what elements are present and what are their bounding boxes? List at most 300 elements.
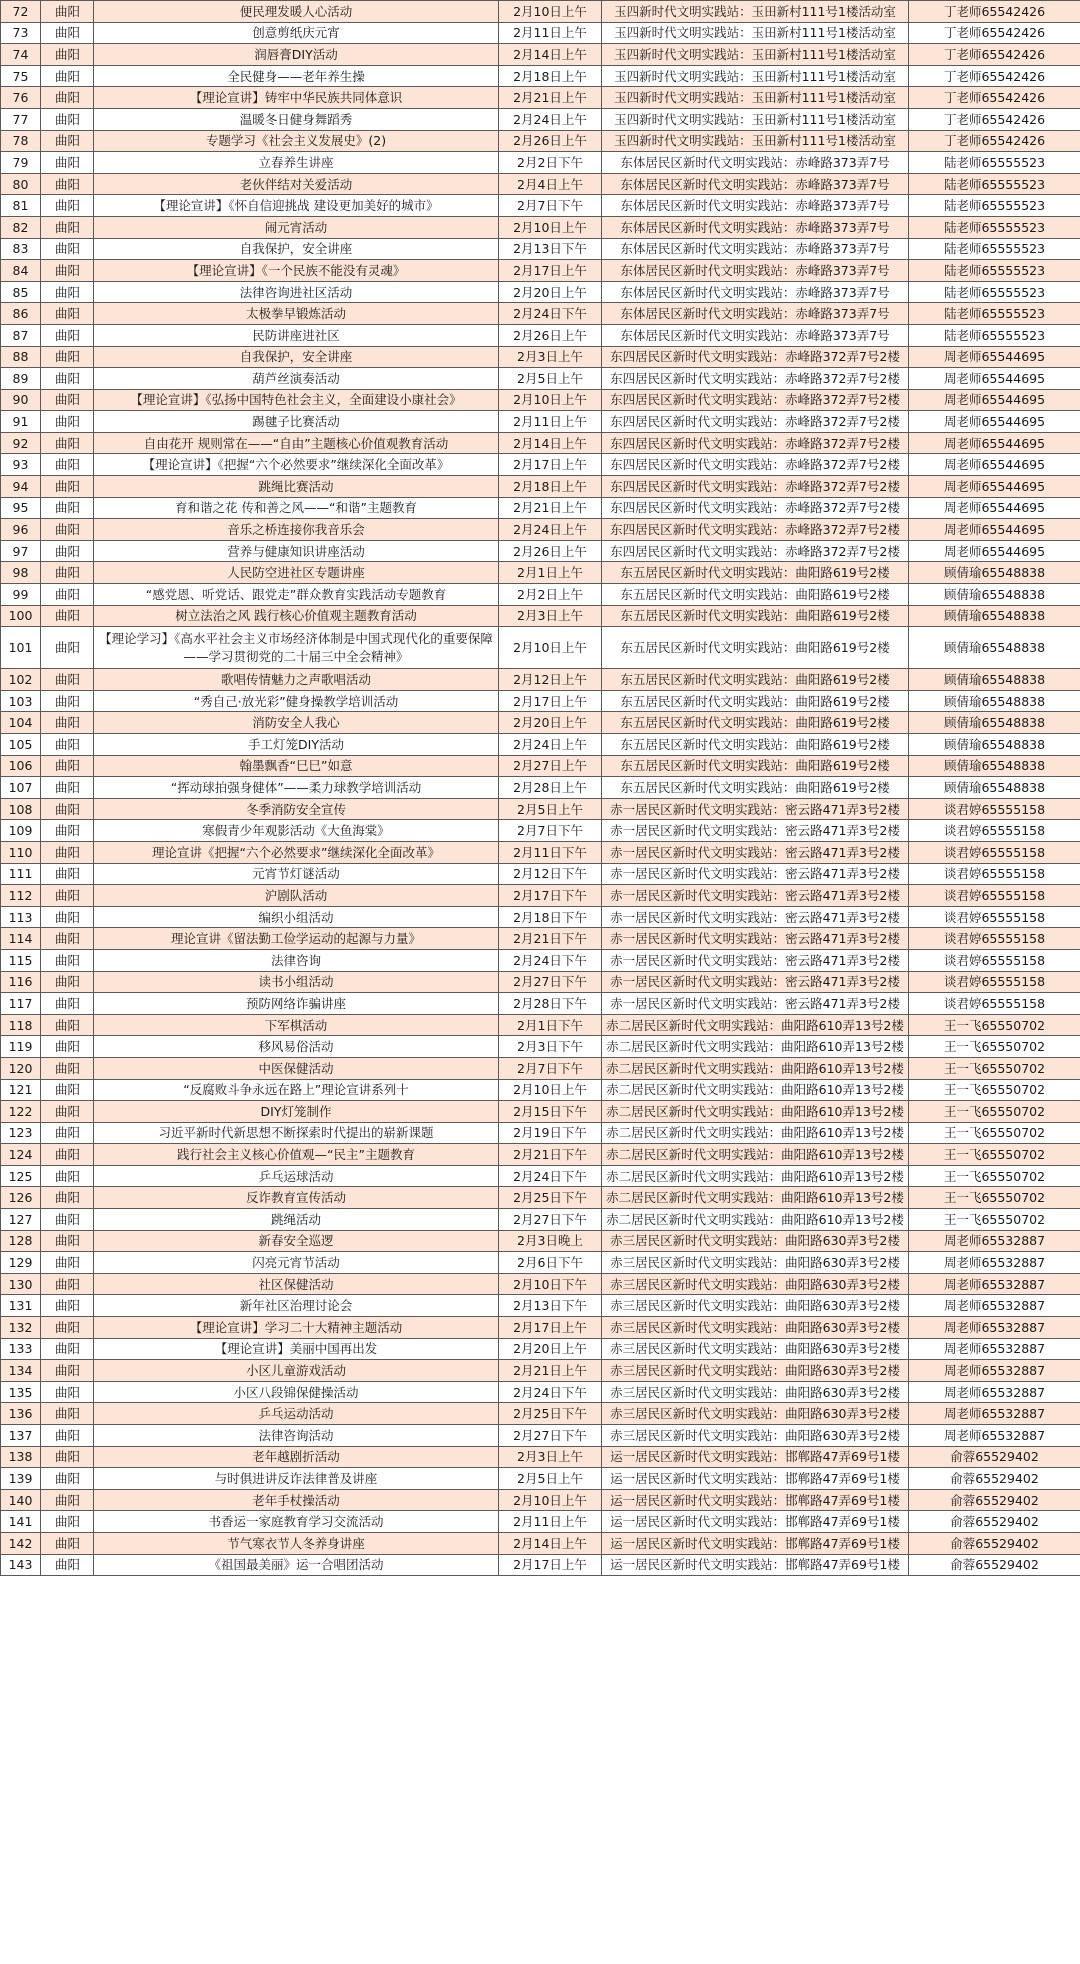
area-cell: 曲阳 bbox=[41, 1554, 94, 1576]
date-time-cell: 2月20日上午 bbox=[499, 712, 602, 734]
location-cell: 运一居民区新时代文明实践站：邯郸路47弄69号1楼 bbox=[602, 1489, 909, 1511]
location-cell: 运一居民区新时代文明实践站：邯郸路47弄69号1楼 bbox=[602, 1511, 909, 1533]
location-cell: 赤一居民区新时代文明实践站：密云路471弄3号2楼 bbox=[602, 841, 909, 863]
contact-cell: 丁老师65542426 bbox=[909, 44, 1080, 66]
date-time-cell: 2月3日上午 bbox=[499, 1446, 602, 1468]
table-row bbox=[1, 1425, 1080, 1447]
location-cell: 赤二居民区新时代文明实践站：曲阳路610弄13号2楼 bbox=[602, 1122, 909, 1144]
date-time-cell: 2月18日上午 bbox=[499, 65, 602, 87]
row-number: 95 bbox=[1, 497, 41, 519]
contact-cell: 陆老师65555523 bbox=[909, 238, 1080, 260]
row-number: 87 bbox=[1, 324, 41, 346]
activity-name-cell: 踢毽子比赛活动 bbox=[94, 411, 499, 433]
row-number: 111 bbox=[1, 863, 41, 885]
row-number: 120 bbox=[1, 1057, 41, 1079]
table-row bbox=[1, 1187, 1080, 1209]
location-cell: 赤三居民区新时代文明实践站：曲阳路630弄3号2楼 bbox=[602, 1273, 909, 1295]
area-cell: 曲阳 bbox=[41, 87, 94, 109]
area-cell: 曲阳 bbox=[41, 798, 94, 820]
activity-name-cell: 便民理发暖人心活动 bbox=[94, 1, 499, 23]
contact-cell: 谈君婷65555158 bbox=[909, 971, 1080, 993]
table-row bbox=[1, 1403, 1080, 1425]
contact-cell: 谈君婷65555158 bbox=[909, 928, 1080, 950]
contact-cell: 陆老师65555523 bbox=[909, 324, 1080, 346]
area-cell: 曲阳 bbox=[41, 1273, 94, 1295]
activity-name-cell: 小区儿童游戏活动 bbox=[94, 1360, 499, 1382]
date-time-cell: 2月10日上午 bbox=[499, 627, 602, 669]
contact-cell: 王一飞65550702 bbox=[909, 1144, 1080, 1166]
contact-cell: 陆老师65555523 bbox=[909, 303, 1080, 325]
row-number: 117 bbox=[1, 993, 41, 1015]
table-row bbox=[1, 540, 1080, 562]
location-cell: 玉四新时代文明实践站：玉田新村111号1楼活动室 bbox=[602, 65, 909, 87]
row-number: 134 bbox=[1, 1360, 41, 1382]
area-cell: 曲阳 bbox=[41, 368, 94, 390]
date-time-cell: 2月7日下午 bbox=[499, 1057, 602, 1079]
date-time-cell: 2月10日下午 bbox=[499, 1273, 602, 1295]
location-cell: 东五居民区新时代文明实践站：曲阳路619号2楼 bbox=[602, 627, 909, 669]
table-row bbox=[1, 324, 1080, 346]
row-number: 76 bbox=[1, 87, 41, 109]
location-cell: 运一居民区新时代文明实践站：邯郸路47弄69号1楼 bbox=[602, 1468, 909, 1490]
table-row bbox=[1, 1014, 1080, 1036]
row-number: 93 bbox=[1, 454, 41, 476]
contact-cell: 王一飞65550702 bbox=[909, 1165, 1080, 1187]
location-cell: 东四居民区新时代文明实践站：赤峰路372弄7号2楼 bbox=[602, 432, 909, 454]
area-cell: 曲阳 bbox=[41, 1209, 94, 1231]
table-row bbox=[1, 216, 1080, 238]
date-time-cell: 2月14日上午 bbox=[499, 1532, 602, 1554]
table-row bbox=[1, 820, 1080, 842]
location-cell: 赤二居民区新时代文明实践站：曲阳路610弄13号2楼 bbox=[602, 1187, 909, 1209]
date-time-cell: 2月14日上午 bbox=[499, 432, 602, 454]
row-number: 105 bbox=[1, 734, 41, 756]
contact-cell: 周老师65532887 bbox=[909, 1273, 1080, 1295]
table-row bbox=[1, 1144, 1080, 1166]
area-cell: 曲阳 bbox=[41, 690, 94, 712]
contact-cell: 周老师65532887 bbox=[909, 1381, 1080, 1403]
row-number: 118 bbox=[1, 1014, 41, 1036]
date-time-cell: 2月6日下午 bbox=[499, 1252, 602, 1274]
area-cell: 曲阳 bbox=[41, 497, 94, 519]
table-row bbox=[1, 841, 1080, 863]
activity-name-cell: 节气寒衣节人冬养身讲座 bbox=[94, 1532, 499, 1554]
area-cell: 曲阳 bbox=[41, 734, 94, 756]
activity-name-cell: 乒乓运球活动 bbox=[94, 1165, 499, 1187]
activity-name-cell: 育和谐之花 传和善之风——“和谐”主题教育 bbox=[94, 497, 499, 519]
location-cell: 赤三居民区新时代文明实践站：曲阳路630弄3号2楼 bbox=[602, 1230, 909, 1252]
activity-name-cell: 【理论宣讲】《弘扬中国特色社会主义，全面建设小康社会》 bbox=[94, 389, 499, 411]
table-row bbox=[1, 1446, 1080, 1468]
row-number: 143 bbox=[1, 1554, 41, 1576]
date-time-cell: 2月24日下午 bbox=[499, 1165, 602, 1187]
row-number: 90 bbox=[1, 389, 41, 411]
activity-name-cell: 理论宣讲《留法勤工俭学运动的起源与力量》 bbox=[94, 928, 499, 950]
contact-cell: 周老师65532887 bbox=[909, 1317, 1080, 1339]
activity-name-cell: 沪剧队活动 bbox=[94, 885, 499, 907]
activity-name-cell: 编织小组活动 bbox=[94, 906, 499, 928]
date-time-cell: 2月26日上午 bbox=[499, 324, 602, 346]
location-cell: 东五居民区新时代文明实践站：曲阳路619号2楼 bbox=[602, 584, 909, 606]
area-cell: 曲阳 bbox=[41, 108, 94, 130]
activity-name-cell: 法律咨询进社区活动 bbox=[94, 281, 499, 303]
date-time-cell: 2月20日上午 bbox=[499, 281, 602, 303]
row-number: 84 bbox=[1, 260, 41, 282]
table-row bbox=[1, 605, 1080, 627]
location-cell: 东体居民区新时代文明实践站：赤峰路373弄7号 bbox=[602, 195, 909, 217]
activity-name-cell: “挥动球拍强身健体”——柔力球教学培训活动 bbox=[94, 777, 499, 799]
activity-name-cell: 新春安全巡逻 bbox=[94, 1230, 499, 1252]
row-number: 82 bbox=[1, 216, 41, 238]
location-cell: 东四居民区新时代文明实践站：赤峰路372弄7号2楼 bbox=[602, 346, 909, 368]
location-cell: 东体居民区新时代文明实践站：赤峰路373弄7号 bbox=[602, 238, 909, 260]
area-cell: 曲阳 bbox=[41, 44, 94, 66]
area-cell: 曲阳 bbox=[41, 993, 94, 1015]
activity-name-cell: 冬季消防安全宣传 bbox=[94, 798, 499, 820]
contact-cell: 丁老师65542426 bbox=[909, 108, 1080, 130]
area-cell: 曲阳 bbox=[41, 1014, 94, 1036]
table-row bbox=[1, 1036, 1080, 1058]
area-cell: 曲阳 bbox=[41, 669, 94, 691]
area-cell: 曲阳 bbox=[41, 1187, 94, 1209]
area-cell: 曲阳 bbox=[41, 906, 94, 928]
row-number: 107 bbox=[1, 777, 41, 799]
location-cell: 赤二居民区新时代文明实践站：曲阳路610弄13号2楼 bbox=[602, 1036, 909, 1058]
location-cell: 东四居民区新时代文明实践站：赤峰路372弄7号2楼 bbox=[602, 540, 909, 562]
location-cell: 运一居民区新时代文明实践站：邯郸路47弄69号1楼 bbox=[602, 1532, 909, 1554]
contact-cell: 俞蓉65529402 bbox=[909, 1446, 1080, 1468]
activity-name-cell: 温暖冬日健身舞蹈秀 bbox=[94, 108, 499, 130]
row-number: 96 bbox=[1, 519, 41, 541]
table-row bbox=[1, 1554, 1080, 1576]
activity-name-cell: 音乐之桥连接你我音乐会 bbox=[94, 519, 499, 541]
activity-name-cell: 【理论宣讲】铸牢中华民族共同体意识 bbox=[94, 87, 499, 109]
area-cell: 曲阳 bbox=[41, 971, 94, 993]
row-number: 101 bbox=[1, 627, 41, 669]
activity-name-cell: 闪亮元宵节活动 bbox=[94, 1252, 499, 1274]
location-cell: 运一居民区新时代文明实践站：邯郸路47弄69号1楼 bbox=[602, 1446, 909, 1468]
area-cell: 曲阳 bbox=[41, 755, 94, 777]
table-row bbox=[1, 260, 1080, 282]
row-number: 86 bbox=[1, 303, 41, 325]
date-time-cell: 2月17日上午 bbox=[499, 454, 602, 476]
date-time-cell: 2月19日下午 bbox=[499, 1122, 602, 1144]
contact-cell: 谈君婷65555158 bbox=[909, 863, 1080, 885]
location-cell: 赤二居民区新时代文明实践站：曲阳路610弄13号2楼 bbox=[602, 1144, 909, 1166]
area-cell: 曲阳 bbox=[41, 130, 94, 152]
row-number: 130 bbox=[1, 1273, 41, 1295]
location-cell: 东四居民区新时代文明实践站：赤峰路372弄7号2楼 bbox=[602, 389, 909, 411]
table-row bbox=[1, 971, 1080, 993]
date-time-cell: 2月24日下午 bbox=[499, 303, 602, 325]
row-number: 124 bbox=[1, 1144, 41, 1166]
contact-cell: 丁老师65542426 bbox=[909, 22, 1080, 44]
activity-name-cell: 书香运一家庭教育学习交流活动 bbox=[94, 1511, 499, 1533]
location-cell: 东五居民区新时代文明实践站：曲阳路619号2楼 bbox=[602, 690, 909, 712]
area-cell: 曲阳 bbox=[41, 1165, 94, 1187]
date-time-cell: 2月17日上午 bbox=[499, 1554, 602, 1576]
activity-name-cell: 老伙伴结对关爱活动 bbox=[94, 173, 499, 195]
contact-cell: 谈君婷65555158 bbox=[909, 906, 1080, 928]
area-cell: 曲阳 bbox=[41, 1317, 94, 1339]
area-cell: 曲阳 bbox=[41, 519, 94, 541]
table-row bbox=[1, 669, 1080, 691]
activity-name-cell: 元宵节灯谜活动 bbox=[94, 863, 499, 885]
location-cell: 东五居民区新时代文明实践站：曲阳路619号2楼 bbox=[602, 605, 909, 627]
table-row bbox=[1, 87, 1080, 109]
contact-cell: 周老师65532887 bbox=[909, 1230, 1080, 1252]
date-time-cell: 2月5日上午 bbox=[499, 1468, 602, 1490]
location-cell: 赤三居民区新时代文明实践站：曲阳路630弄3号2楼 bbox=[602, 1425, 909, 1447]
location-cell: 赤三居民区新时代文明实践站：曲阳路630弄3号2楼 bbox=[602, 1295, 909, 1317]
location-cell: 赤一居民区新时代文明实践站：密云路471弄3号2楼 bbox=[602, 885, 909, 907]
row-number: 131 bbox=[1, 1295, 41, 1317]
activity-name-cell: 闹元宵活动 bbox=[94, 216, 499, 238]
contact-cell: 谈君婷65555158 bbox=[909, 798, 1080, 820]
location-cell: 东体居民区新时代文明实践站：赤峰路373弄7号 bbox=[602, 152, 909, 174]
row-number: 110 bbox=[1, 841, 41, 863]
activity-name-cell: “反腐败斗争永远在路上”理论宣讲系列十 bbox=[94, 1079, 499, 1101]
date-time-cell: 2月21日下午 bbox=[499, 928, 602, 950]
table-row bbox=[1, 1230, 1080, 1252]
location-cell: 玉四新时代文明实践站：玉田新村111号1楼活动室 bbox=[602, 130, 909, 152]
area-cell: 曲阳 bbox=[41, 454, 94, 476]
date-time-cell: 2月21日上午 bbox=[499, 87, 602, 109]
row-number: 128 bbox=[1, 1230, 41, 1252]
activity-name-cell: 法律咨询 bbox=[94, 949, 499, 971]
area-cell: 曲阳 bbox=[41, 1230, 94, 1252]
date-time-cell: 2月7日下午 bbox=[499, 195, 602, 217]
location-cell: 东体居民区新时代文明实践站：赤峰路373弄7号 bbox=[602, 216, 909, 238]
area-cell: 曲阳 bbox=[41, 303, 94, 325]
area-cell: 曲阳 bbox=[41, 324, 94, 346]
table-row bbox=[1, 863, 1080, 885]
activity-name-cell: 移风易俗活动 bbox=[94, 1036, 499, 1058]
contact-cell: 谈君婷65555158 bbox=[909, 993, 1080, 1015]
date-time-cell: 2月2日上午 bbox=[499, 584, 602, 606]
date-time-cell: 2月20日上午 bbox=[499, 1338, 602, 1360]
location-cell: 玉四新时代文明实践站：玉田新村111号1楼活动室 bbox=[602, 22, 909, 44]
activity-name-cell: 专题学习《社会主义发展史》(2) bbox=[94, 130, 499, 152]
row-number: 132 bbox=[1, 1317, 41, 1339]
location-cell: 赤二居民区新时代文明实践站：曲阳路610弄13号2楼 bbox=[602, 1209, 909, 1231]
table-row bbox=[1, 1057, 1080, 1079]
activity-name-cell: 消防安全人我心 bbox=[94, 712, 499, 734]
row-number: 135 bbox=[1, 1381, 41, 1403]
date-time-cell: 2月24日下午 bbox=[499, 949, 602, 971]
activity-name-cell: 【理论宣讲】《把握“六个必然要求”继续深化全面改革》 bbox=[94, 454, 499, 476]
activity-name-cell: “秀自己·放光彩”健身操教学培训活动 bbox=[94, 690, 499, 712]
location-cell: 赤三居民区新时代文明实践站：曲阳路630弄3号2楼 bbox=[602, 1403, 909, 1425]
date-time-cell: 2月27日下午 bbox=[499, 1209, 602, 1231]
contact-cell: 顾倩瑜65548838 bbox=[909, 627, 1080, 669]
activity-name-cell: 葫芦丝演奏活动 bbox=[94, 368, 499, 390]
activity-name-cell: 【理论学习】《高水平社会主义市场经济体制是中国式现代化的重要保障——学习贯彻党的二十届三中全会精神》 bbox=[94, 627, 499, 669]
area-cell: 曲阳 bbox=[41, 949, 94, 971]
activity-name-cell: 反诈教育宣传活动 bbox=[94, 1187, 499, 1209]
activity-name-cell: 《祖国最美丽》运一合唱团活动 bbox=[94, 1554, 499, 1576]
table-row bbox=[1, 1, 1080, 23]
table-row bbox=[1, 1532, 1080, 1554]
contact-cell: 周老师65544695 bbox=[909, 519, 1080, 541]
activity-name-cell: 践行社会主义核心价值观—“民主”主题教育 bbox=[94, 1144, 499, 1166]
table-row bbox=[1, 346, 1080, 368]
area-cell: 曲阳 bbox=[41, 432, 94, 454]
table-row bbox=[1, 411, 1080, 433]
date-time-cell: 2月10日上午 bbox=[499, 216, 602, 238]
row-number: 108 bbox=[1, 798, 41, 820]
area-cell: 曲阳 bbox=[41, 22, 94, 44]
date-time-cell: 2月17日上午 bbox=[499, 690, 602, 712]
table-row bbox=[1, 798, 1080, 820]
activity-name-cell: 手工灯笼DIY活动 bbox=[94, 734, 499, 756]
area-cell: 曲阳 bbox=[41, 1381, 94, 1403]
date-time-cell: 2月24日上午 bbox=[499, 108, 602, 130]
activity-name-cell: 新年社区治理讨论会 bbox=[94, 1295, 499, 1317]
area-cell: 曲阳 bbox=[41, 65, 94, 87]
contact-cell: 陆老师65555523 bbox=[909, 173, 1080, 195]
contact-cell: 王一飞65550702 bbox=[909, 1036, 1080, 1058]
row-number: 102 bbox=[1, 669, 41, 691]
contact-cell: 王一飞65550702 bbox=[909, 1101, 1080, 1123]
contact-cell: 俞蓉65529402 bbox=[909, 1489, 1080, 1511]
row-number: 138 bbox=[1, 1446, 41, 1468]
area-cell: 曲阳 bbox=[41, 841, 94, 863]
date-time-cell: 2月12日上午 bbox=[499, 669, 602, 691]
area-cell: 曲阳 bbox=[41, 1403, 94, 1425]
row-number: 88 bbox=[1, 346, 41, 368]
area-cell: 曲阳 bbox=[41, 1, 94, 23]
row-number: 78 bbox=[1, 130, 41, 152]
area-cell: 曲阳 bbox=[41, 1036, 94, 1058]
location-cell: 赤三居民区新时代文明实践站：曲阳路630弄3号2楼 bbox=[602, 1360, 909, 1382]
table-row bbox=[1, 1360, 1080, 1382]
location-cell: 运一居民区新时代文明实践站：邯郸路47弄69号1楼 bbox=[602, 1554, 909, 1576]
area-cell: 曲阳 bbox=[41, 346, 94, 368]
activity-name-cell: 全民健身——老年养生操 bbox=[94, 65, 499, 87]
area-cell: 曲阳 bbox=[41, 1079, 94, 1101]
date-time-cell: 2月11日下午 bbox=[499, 841, 602, 863]
row-number: 99 bbox=[1, 584, 41, 606]
row-number: 114 bbox=[1, 928, 41, 950]
activity-name-cell: 跳绳比赛活动 bbox=[94, 476, 499, 498]
row-number: 94 bbox=[1, 476, 41, 498]
location-cell: 赤一居民区新时代文明实践站：密云路471弄3号2楼 bbox=[602, 928, 909, 950]
row-number: 74 bbox=[1, 44, 41, 66]
table-row bbox=[1, 195, 1080, 217]
table-row bbox=[1, 949, 1080, 971]
contact-cell: 顾倩瑜65548838 bbox=[909, 734, 1080, 756]
date-time-cell: 2月3日下午 bbox=[499, 1036, 602, 1058]
table-row bbox=[1, 389, 1080, 411]
contact-cell: 陆老师65555523 bbox=[909, 281, 1080, 303]
date-time-cell: 2月24日上午 bbox=[499, 519, 602, 541]
location-cell: 赤一居民区新时代文明实践站：密云路471弄3号2楼 bbox=[602, 993, 909, 1015]
date-time-cell: 2月3日上午 bbox=[499, 605, 602, 627]
activity-name-cell: 树立法治之风 践行核心价值观主题教育活动 bbox=[94, 605, 499, 627]
contact-cell: 顾倩瑜65548838 bbox=[909, 669, 1080, 691]
table-row bbox=[1, 281, 1080, 303]
area-cell: 曲阳 bbox=[41, 1425, 94, 1447]
activity-name-cell: 创意剪纸庆元宵 bbox=[94, 22, 499, 44]
date-time-cell: 2月10日上午 bbox=[499, 1489, 602, 1511]
location-cell: 赤一居民区新时代文明实践站：密云路471弄3号2楼 bbox=[602, 971, 909, 993]
table-row bbox=[1, 1338, 1080, 1360]
contact-cell: 王一飞65550702 bbox=[909, 1014, 1080, 1036]
activity-name-cell: 太极拳早锻炼活动 bbox=[94, 303, 499, 325]
row-number: 141 bbox=[1, 1511, 41, 1533]
contact-cell: 周老师65544695 bbox=[909, 411, 1080, 433]
table-row bbox=[1, 777, 1080, 799]
contact-cell: 周老师65544695 bbox=[909, 389, 1080, 411]
table-row bbox=[1, 1252, 1080, 1274]
area-cell: 曲阳 bbox=[41, 885, 94, 907]
activity-name-cell: DIY灯笼制作 bbox=[94, 1101, 499, 1123]
area-cell: 曲阳 bbox=[41, 627, 94, 669]
location-cell: 东五居民区新时代文明实践站：曲阳路619号2楼 bbox=[602, 755, 909, 777]
location-cell: 东五居民区新时代文明实践站：曲阳路619号2楼 bbox=[602, 669, 909, 691]
row-number: 100 bbox=[1, 605, 41, 627]
row-number: 77 bbox=[1, 108, 41, 130]
row-number: 81 bbox=[1, 195, 41, 217]
location-cell: 东四居民区新时代文明实践站：赤峰路372弄7号2楼 bbox=[602, 519, 909, 541]
table-row bbox=[1, 303, 1080, 325]
activity-name-cell: 人民防空进社区专题讲座 bbox=[94, 562, 499, 584]
row-number: 126 bbox=[1, 1187, 41, 1209]
date-time-cell: 2月21日下午 bbox=[499, 1144, 602, 1166]
activity-name-cell: 寒假青少年观影活动《大鱼海棠》 bbox=[94, 820, 499, 842]
contact-cell: 俞蓉65529402 bbox=[909, 1468, 1080, 1490]
activity-name-cell: 老年越剧折活动 bbox=[94, 1446, 499, 1468]
table-row bbox=[1, 454, 1080, 476]
row-number: 140 bbox=[1, 1489, 41, 1511]
date-time-cell: 2月24日下午 bbox=[499, 1381, 602, 1403]
area-cell: 曲阳 bbox=[41, 1295, 94, 1317]
row-number: 104 bbox=[1, 712, 41, 734]
date-time-cell: 2月1日下午 bbox=[499, 1014, 602, 1036]
date-time-cell: 2月18日上午 bbox=[499, 476, 602, 498]
table-row bbox=[1, 690, 1080, 712]
contact-cell: 丁老师65542426 bbox=[909, 130, 1080, 152]
area-cell: 曲阳 bbox=[41, 584, 94, 606]
activity-name-cell: 【理论宣讲】《一个民族不能没有灵魂》 bbox=[94, 260, 499, 282]
contact-cell: 陆老师65555523 bbox=[909, 195, 1080, 217]
date-time-cell: 2月1日上午 bbox=[499, 562, 602, 584]
row-number: 98 bbox=[1, 562, 41, 584]
row-number: 80 bbox=[1, 173, 41, 195]
table-row bbox=[1, 22, 1080, 44]
table-row bbox=[1, 1317, 1080, 1339]
area-cell: 曲阳 bbox=[41, 1057, 94, 1079]
area-cell: 曲阳 bbox=[41, 260, 94, 282]
date-time-cell: 2月18日下午 bbox=[499, 906, 602, 928]
location-cell: 赤一居民区新时代文明实践站：密云路471弄3号2楼 bbox=[602, 798, 909, 820]
activity-name-cell: 歌唱传情魅力之声歌唱活动 bbox=[94, 669, 499, 691]
area-cell: 曲阳 bbox=[41, 863, 94, 885]
row-number: 129 bbox=[1, 1252, 41, 1274]
table-row bbox=[1, 1079, 1080, 1101]
activity-name-cell: 与时俱进讲反诈法律普及讲座 bbox=[94, 1468, 499, 1490]
contact-cell: 俞蓉65529402 bbox=[909, 1554, 1080, 1576]
table-row bbox=[1, 1209, 1080, 1231]
contact-cell: 丁老师65542426 bbox=[909, 1, 1080, 23]
date-time-cell: 2月17日下午 bbox=[499, 885, 602, 907]
area-cell: 曲阳 bbox=[41, 1252, 94, 1274]
row-number: 115 bbox=[1, 949, 41, 971]
area-cell: 曲阳 bbox=[41, 540, 94, 562]
activity-name-cell: 民防讲座进社区 bbox=[94, 324, 499, 346]
date-time-cell: 2月28日上午 bbox=[499, 777, 602, 799]
